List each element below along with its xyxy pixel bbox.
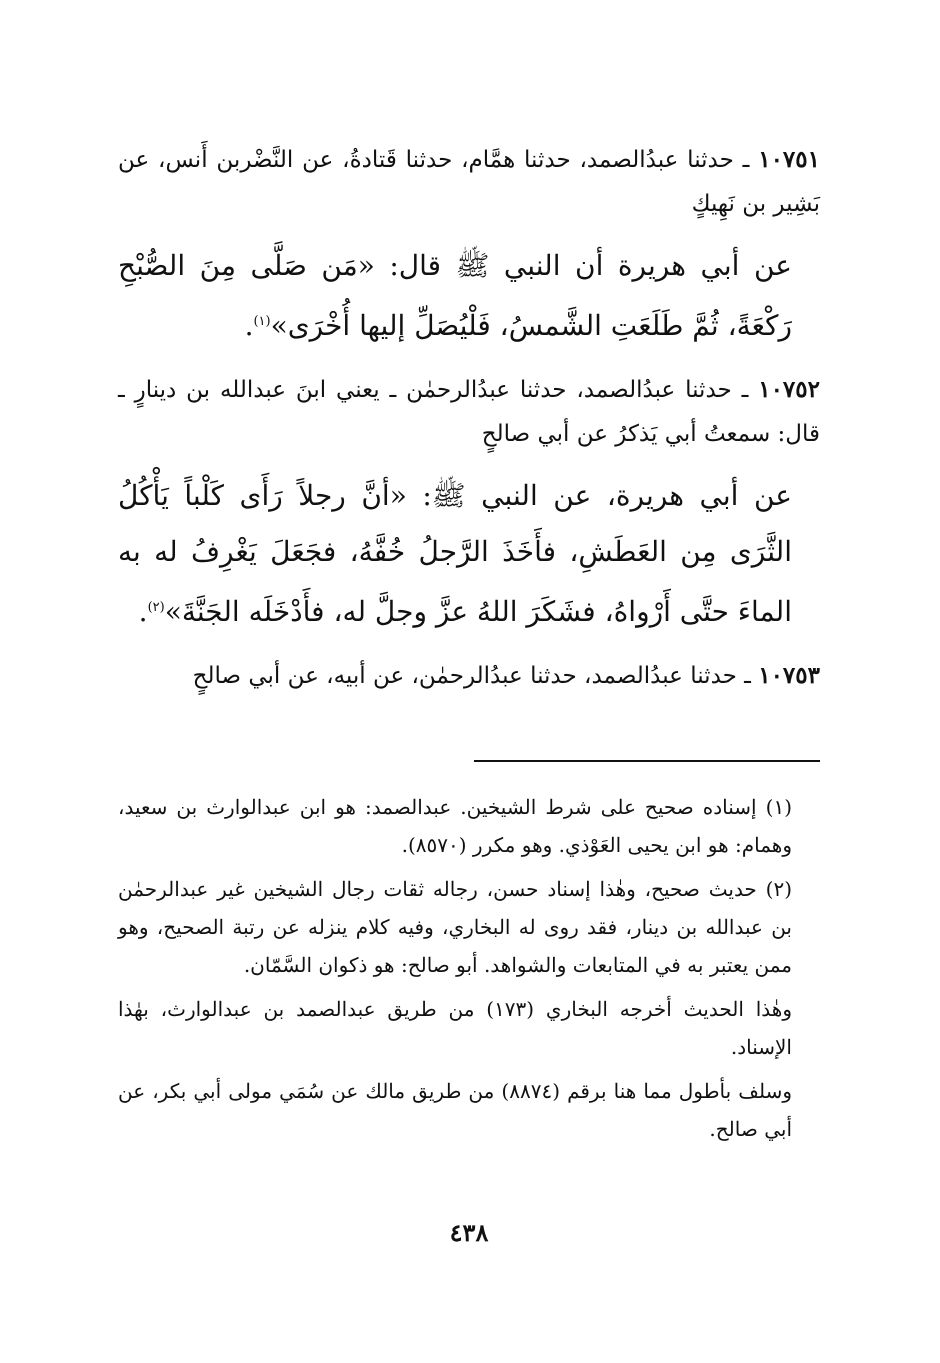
hadith-number: ١٠٧٥٢ (758, 376, 820, 403)
footnote-1 (118, 788, 820, 864)
isnad-text: ـ حدثنا عبدُالصمد، حدثنا عبدُالرحمٰن ـ يعني ابنَ عبدالله بن دينارٍ ـ قال: سمعتُ أبي يَذكرُ عن أبي صالحٍ (118, 377, 820, 447)
footnote-marker: (٢) (147, 600, 165, 615)
matn-text: عن أبي هريرة أن النبي ﷺ قال: «مَن صَلَّى مِنَ الصُّبْحِ رَكْعَةً، ثُمَّ طَلَعَتِ الشَّمسُ، فَلْيُصَلِّ إليها أُخْرَى» (118, 249, 792, 342)
footnote-2-continuation (118, 990, 820, 1066)
footnote-text: وسلف بأطول مما هنا برقم (٨٨٧٤) من طريق مالك عن سُمَي مولى أبي بكر، عن أبي صالح. (118, 1079, 792, 1141)
hadith-10752-isnad (118, 368, 820, 456)
footnote-marker: (١) (253, 314, 271, 329)
hadith-10751-isnad (118, 138, 820, 226)
footnote-text: إسناده صحيح على شرط الشيخين. عبدالصمد: هو ابن عبدالوارث بن سعيد، وهمام: هو ابن يحيى العَوْذي. وهو مكرر (٨٥٧٠). (118, 795, 792, 857)
hadith-10752-matn: عن أبي هريرة، عن النبي ﷺ: «أنَّ رجلاً رَأَى كَلْباً يَأْكُلُ الثَّرَى مِن العَطَشِ، فأَخَذَ الرَّجلُ خُفَّهُ، فجَعَلَ يَغْرِفُ له به الماءَ حتَّى أَرْواهُ، فشَكَرَ اللهُ عزَّ وجلَّ له، فأَدْخَلَه الجَنَّةَ»$^{(٢)}$. (118, 479, 792, 628)
hadith-number: ١٠٧٥١ (758, 146, 820, 173)
isnad-text: ـ حدثنا عبدُالصمد، حدثنا همَّام، حدثنا قَتادةُ، عن النَّضْربن أَنس، عن بَشِير بن نَهِيكٍ (118, 147, 820, 217)
hadith-10753-isnad (118, 654, 820, 698)
matn-text: عن أبي هريرة، عن النبي ﷺ: «أنَّ رجلاً رَأَى كَلْباً يَأْكُلُ الثَّرَى مِن العَطَشِ، فأَخَذَ الرَّجلُ خُفَّهُ، فجَعَلَ يَغْرِفُ له به الماءَ حتَّى أَرْواهُ، فشَكَرَ اللهُ عزَّ وجلَّ له، فأَدْخَلَه الجَنَّةَ» (118, 479, 792, 628)
footnote-separator (474, 760, 820, 762)
hadith-number: ١٠٧٥٣ (758, 662, 820, 689)
footnote-text: حديث صحيح، وهٰذا إسناد حسن، رجاله ثقات رجال الشيخين غير عبدالرحمٰن بن عبدالله بن دينار، فقد روى له البخاري، وفيه كلام ينزله عن رتبة الصحيح، وهو ممن يعتبر به في المتابعات والشواهد. أبو صالح: هو ذكوان السَّمّان. (118, 877, 792, 977)
footnote-2 (118, 870, 820, 984)
footnote-number: (٢) (765, 877, 792, 901)
footnote-number: (١) (765, 795, 792, 819)
book-page (118, 138, 820, 1278)
isnad-text: ـ حدثنا عبدُالصمد، حدثنا عبدُالرحمٰن، عن أبيه، عن أبي صالحٍ (192, 663, 759, 689)
page-number: ٤٣٨ (449, 1218, 489, 1247)
hadith-10751-matn: عن أبي هريرة أن النبي ﷺ قال: «مَن صَلَّى مِنَ الصُّبْحِ رَكْعَةً، ثُمَّ طَلَعَتِ الشَّمسُ، فَلْيُصَلِّ إليها أُخْرَى»$^{(١)}$. (118, 249, 792, 342)
footnote-2-continuation (118, 1072, 820, 1148)
footnote-text: وهٰذا الحديث أخرجه البخاري (١٧٣) من طريق عبدالصمد بن عبدالوارث، بهٰذا الإسناد. (118, 997, 792, 1059)
footnotes (118, 788, 820, 1148)
